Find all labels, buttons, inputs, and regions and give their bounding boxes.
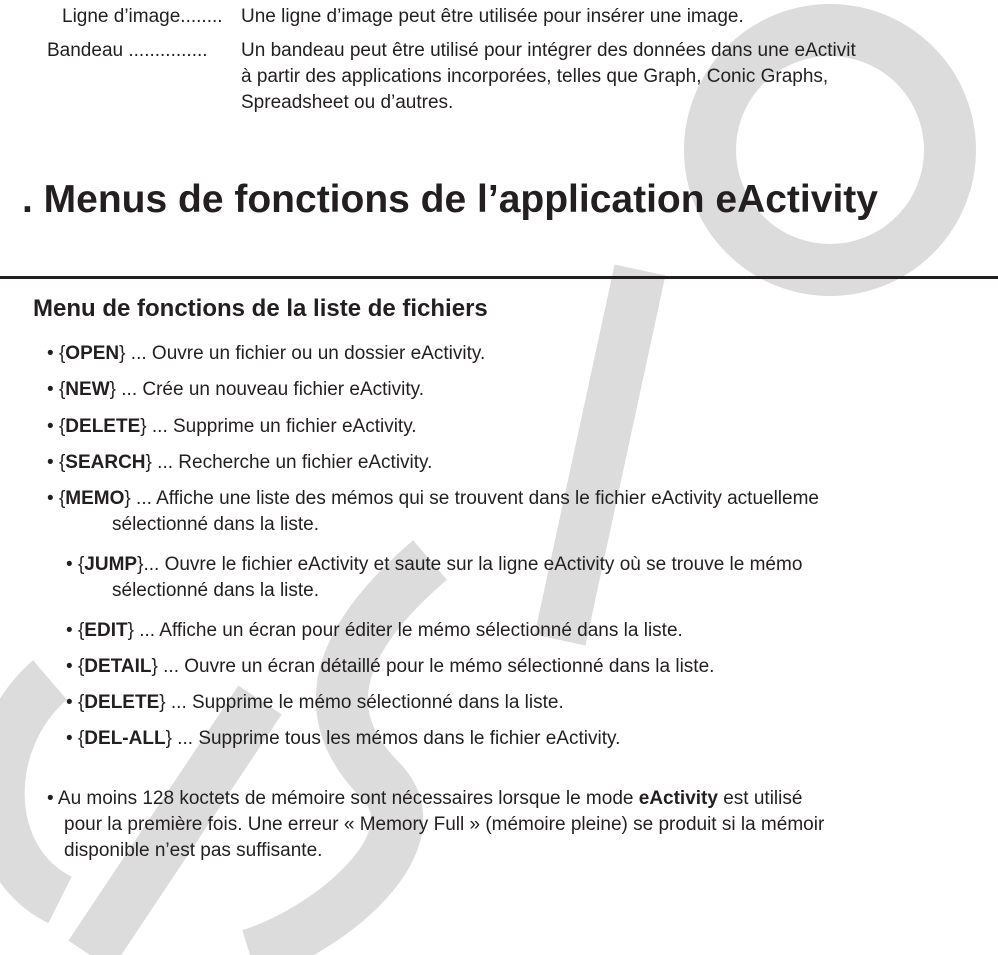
item-key: EDIT bbox=[84, 620, 128, 641]
list-item-continuation: sélectionné dans la liste. bbox=[112, 514, 320, 535]
section-title: . Menus de fonctions de l’application eActivity bbox=[22, 178, 878, 221]
item-key: JUMP bbox=[84, 554, 138, 575]
definition-term: Ligne d’image........ bbox=[62, 6, 223, 27]
sub-list-item: • {DEL-ALL} ... Supprime tous les mémos dans le fichier eActivity. bbox=[66, 728, 621, 749]
sub-list-item: • {DETAIL} ... Ouvre un écran détaillé pour le mémo sélectionné dans la liste. bbox=[66, 656, 715, 677]
definition-term: Bandeau ............... bbox=[47, 40, 208, 61]
item-key: MEMO bbox=[65, 488, 125, 509]
sub-list-item: • {JUMP}... Ouvre le fichier eActivity et saute sur la ligne eActivity où se trouve le mémo bbox=[66, 554, 803, 575]
list-item: • {OPEN} ... Ouvre un fichier ou un dossier eActivity. bbox=[47, 343, 486, 364]
sub-list-item: • {DELETE} ... Supprime le mémo sélectionné dans la liste. bbox=[66, 692, 564, 713]
item-key: SEARCH bbox=[65, 452, 146, 473]
item-key: NEW bbox=[65, 379, 110, 400]
section-divider bbox=[0, 276, 998, 279]
list-item: • {MEMO} ... Affiche une liste des mémos qui se trouvent dans le fichier eActivity actuelleme bbox=[47, 488, 819, 509]
definition-text: Spreadsheet ou d’autres. bbox=[241, 92, 454, 113]
memory-note-line: pour la première fois. Une erreur « Memory Full » (mémoire pleine) se produit si la mémoir bbox=[64, 814, 825, 835]
item-key: DELETE bbox=[84, 692, 160, 713]
sub-list-item: • {EDIT} ... Affiche un écran pour éditer le mémo sélectionné dans la liste. bbox=[66, 620, 683, 641]
item-key: OPEN bbox=[65, 343, 120, 364]
memory-note-line: disponible n’est pas suffisante. bbox=[64, 840, 323, 861]
item-key: DETAIL bbox=[84, 656, 152, 677]
list-item: • {NEW} ... Crée un nouveau fichier eActivity. bbox=[47, 379, 425, 400]
subsection-title: Menu de fonctions de la liste de fichiers bbox=[33, 295, 488, 322]
item-key: DELETE bbox=[65, 416, 141, 437]
memory-note: • Au moins 128 koctets de mémoire sont nécessaires lorsque le mode eActivity est utilisé bbox=[47, 788, 803, 809]
item-key: DEL-ALL bbox=[84, 728, 166, 749]
sub-list-item-continuation: sélectionné dans la liste. bbox=[112, 580, 320, 601]
definition-text: Un bandeau peut être utilisé pour intégrer des données dans une eActivit bbox=[241, 40, 856, 61]
list-item: • {DELETE} ... Supprime un fichier eActivity. bbox=[47, 416, 417, 437]
definition-text: Une ligne d’image peut être utilisée pour insérer une image. bbox=[241, 6, 744, 27]
definition-text: à partir des applications incorporées, telles que Graph, Conic Graphs, bbox=[241, 66, 829, 87]
list-item: • {SEARCH} ... Recherche un fichier eActivity. bbox=[47, 452, 433, 473]
